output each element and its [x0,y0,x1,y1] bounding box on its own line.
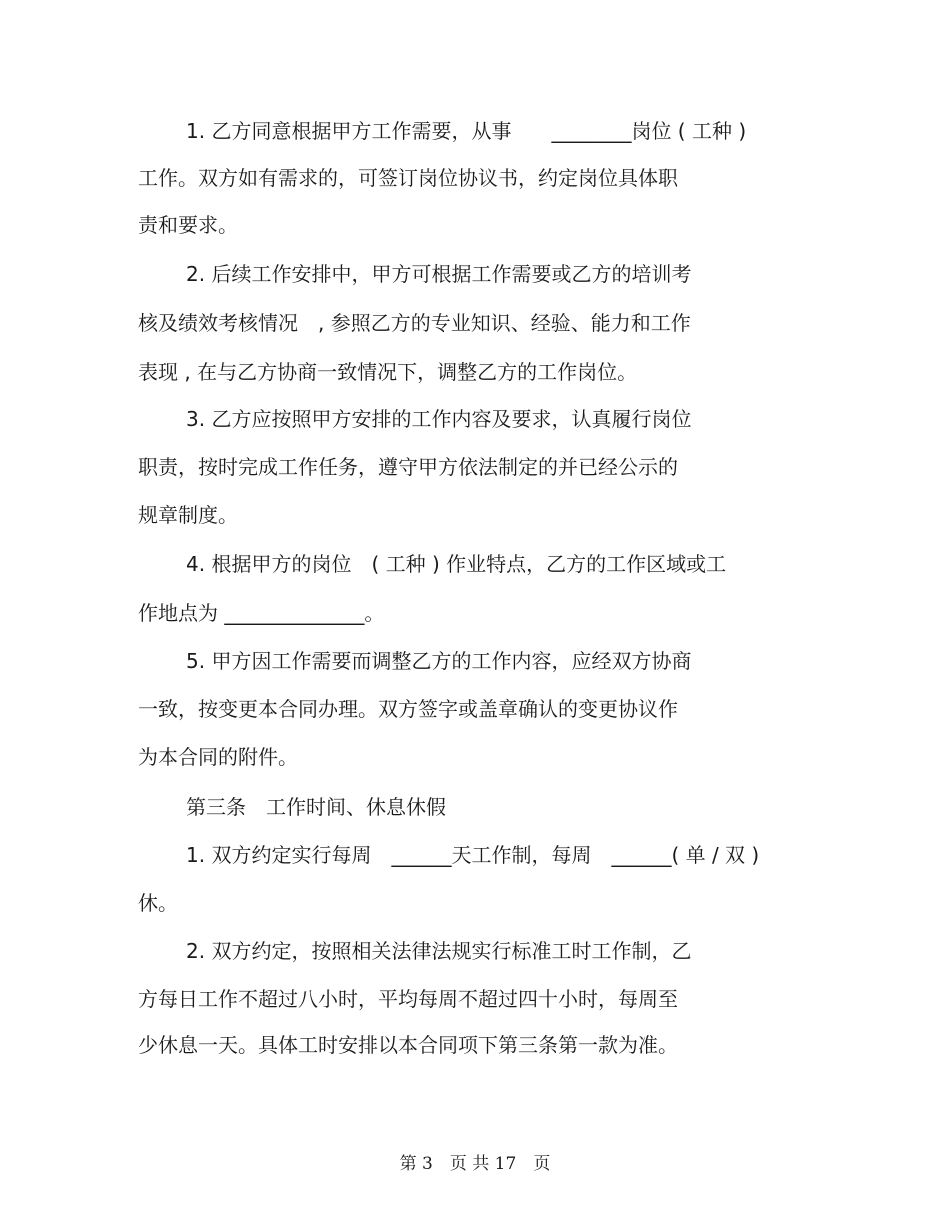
worktime-clause-2-line-3: 少休息一天。具体工时安排以本合同项下第三条第一款为准。 [138,1033,678,1057]
clause-1-line-1: 1. 乙方同意根据甲方工作需要，从事 ________岗位 ( 工种 ) [186,119,747,143]
worktime-clause-2-line-1: 2. 双方约定，按照相关法律法规实行标准工时工作制，乙 [186,939,692,963]
clause-2-line-2: 核及绩效考核情况 , 参照乙方的专业知识、经验、能力和工作 [138,311,691,335]
page-number-footer: 第 3 页 共 17 页 [399,1154,551,1174]
clause-3-line-1: 3. 乙方应按照甲方安排的工作内容及要求，认真履行岗位 [186,407,692,431]
clause-5-line-3: 为本合同的附件。 [138,745,298,769]
clause-1-line-2: 工作。双方如有需求的，可签订岗位协议书，约定岗位具体职 [138,166,678,190]
clause-2-line-1: 2. 后续工作安排中，甲方可根据工作需要或乙方的培训考 [186,262,692,286]
worktime-clause-2-line-2: 方每日工作不超过八小时，平均每周不超过四十小时，每周至 [138,987,678,1011]
clause-5-line-2: 一致，按变更本合同办理。双方签字或盖章确认的变更协议作 [138,697,678,721]
clause-5-line-1: 5. 甲方因工作需要而调整乙方的工作内容，应经双方协商 [186,649,692,673]
clause-4-line-1: 4. 根据甲方的岗位 ( 工种 ) 作业特点，乙方的工作区域或工 [186,552,727,576]
clause-4-line-2: 作地点为 ______________。 [138,601,385,625]
clause-3-line-2: 职责，按时完成工作任务，遵守甲方依法制定的并已经公示的 [138,455,678,479]
clause-1-line-3: 责和要求。 [138,213,238,237]
clause-3-line-3: 规章制度。 [138,503,238,527]
clause-2-line-3: 表现 , 在与乙方协商一致情况下，调整乙方的工作岗位。 [138,360,638,384]
worktime-clause-1-line-1: 1. 双方约定实行每周 ______天工作制，每周 ______( 单 / 双 ) [186,843,760,867]
article-3-heading: 第三条 工作时间、休息休假 [186,795,446,819]
worktime-clause-1-line-2: 休。 [138,891,178,915]
